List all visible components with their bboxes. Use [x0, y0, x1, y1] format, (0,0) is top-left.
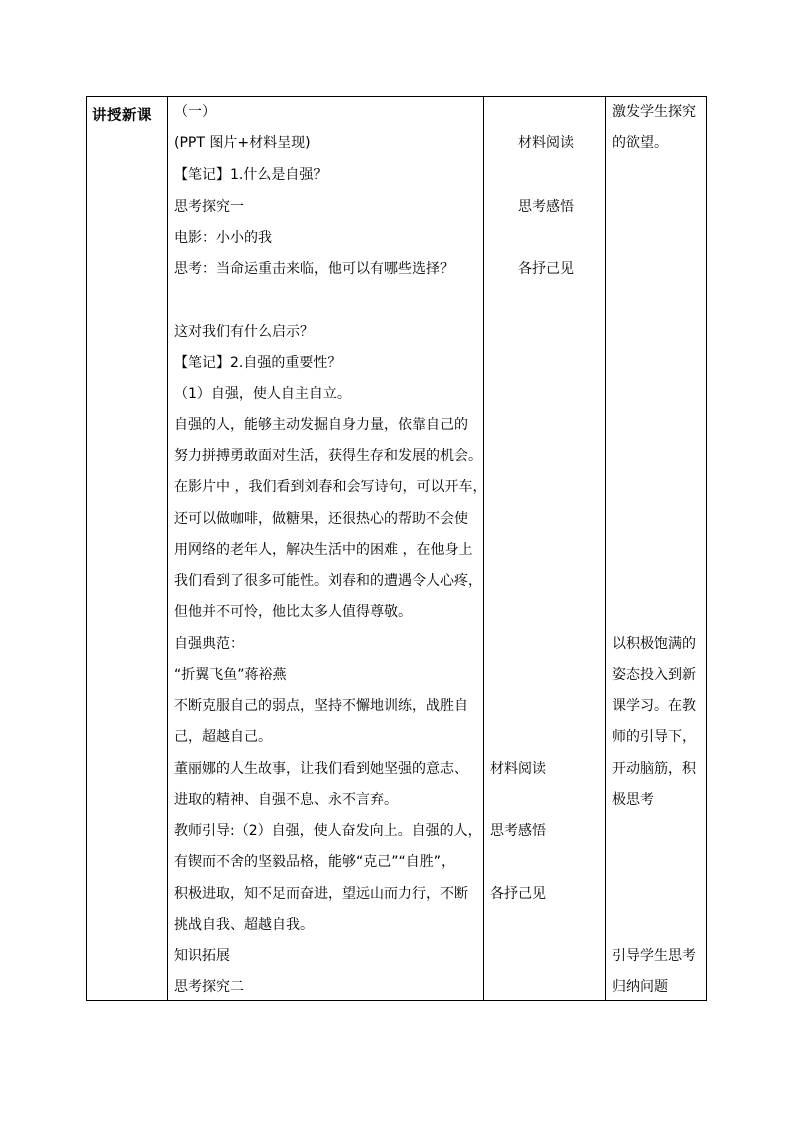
content-line: 在影片中 ，我们看到刘春和会写诗句，可以开车， — [174, 479, 487, 495]
student-activity: 各抒己见 — [490, 886, 546, 902]
design-intent: 的欲望。 — [612, 135, 668, 151]
student-activity: 思考感悟 — [518, 199, 574, 215]
content-line: 思考探究二 — [174, 979, 244, 995]
design-intent: 归纳问题 — [612, 979, 668, 995]
content-line: 不断克服自己的弱点，坚持不懈地训练，战胜自 — [174, 698, 468, 714]
content-line: 【笔记】1.什么是自强？ — [174, 167, 328, 183]
student-activity: 材料阅读 — [518, 135, 574, 151]
column-divider — [167, 97, 168, 1000]
content-line: （1）自强，使人自主自立。 — [174, 386, 351, 402]
content-line: 思考：当命运重击来临，他可以有哪些选择？ — [174, 261, 454, 277]
content-line: 思考探究一 — [174, 199, 244, 215]
content-line: 积极进取，知不足而奋进，望远山而力行，不断 — [174, 886, 468, 902]
content-line: 但他并不可怜，他比太多人值得尊敬。 — [174, 604, 412, 620]
student-activity: 各抒己见 — [518, 261, 574, 277]
content-line: 还可以做咖啡，做糖果，还很热心的帮助不会使 — [174, 511, 468, 527]
content-line: 自强典范： — [174, 636, 244, 652]
design-intent: 激发学生探究 — [612, 104, 696, 120]
content-line: 用网络的老年人，解决生活中的困难 ，在他身上 — [174, 542, 473, 558]
student-activity: 材料阅读 — [490, 761, 546, 777]
content-line: （一） — [174, 104, 216, 120]
content-line: 努力拼搏勇敢面对生活，获得生存和发展的机会。 — [174, 448, 482, 464]
content-line: 挑战自我、超越自我。 — [174, 917, 314, 933]
design-intent: 开动脑筋，积 — [612, 761, 696, 777]
content-line: 我们看到了很多可能性。刘春和的遭遇令人心疼， — [174, 573, 482, 589]
content-line: 电影：小小的我 — [174, 230, 272, 246]
column-divider — [483, 97, 484, 1000]
content-line: 有锲而不舍的坚毅品格，能够“克己”“自胜”， — [174, 854, 456, 870]
design-intent: 引导学生思考 — [612, 948, 696, 964]
content-line: 【笔记】2.自强的重要性？ — [174, 355, 342, 371]
design-intent: 师的引导下， — [612, 729, 696, 745]
content-line: 知识拓展 — [174, 948, 230, 964]
content-line: “折翼飞鱼”蒋裕燕 — [174, 667, 287, 683]
design-intent: 以积极饱满的 — [612, 636, 696, 652]
column-divider — [605, 97, 606, 1000]
content-line: 己，超越自己。 — [174, 729, 272, 745]
content-line: 这对我们有什么启示？ — [174, 324, 314, 340]
content-line: 董丽娜的人生故事，让我们看到她坚强的意志、 — [174, 761, 468, 777]
content-line: (PPT 图片+材料呈现) — [174, 135, 311, 151]
content-line: 教师引导:（2）自强，使人奋发向上。自强的人， — [174, 823, 482, 839]
design-intent: 极思考 — [612, 792, 654, 808]
content-line: 进取的精神、自强不息、永不言弃。 — [174, 792, 398, 808]
design-intent: 课学习。在教 — [612, 698, 696, 714]
design-intent: 姿态投入到新 — [612, 667, 696, 683]
section-title: 讲授新课 — [92, 108, 152, 124]
lesson-table — [86, 96, 707, 1001]
content-line: 自强的人，能够主动发掘自身力量，依靠自己的 — [174, 417, 468, 433]
student-activity: 思考感悟 — [490, 823, 546, 839]
